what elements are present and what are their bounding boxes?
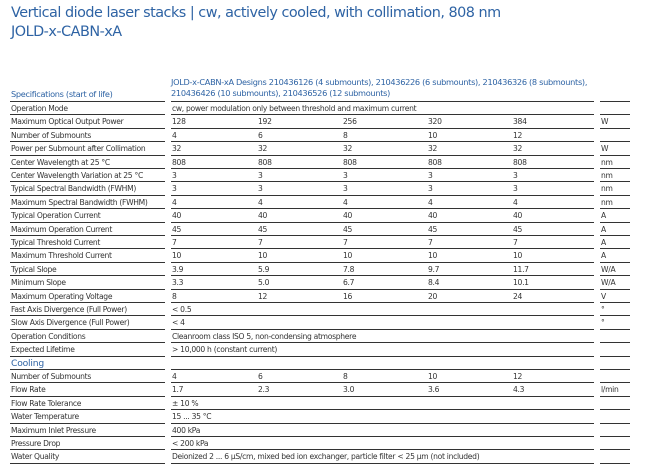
row-value: 320 [428, 117, 442, 127]
row-value: > 10,000 h (constant current) [172, 345, 278, 355]
designs-header-line-1: JOLD-x-CABN-xA Designs 210436126 (4 submounts), 210436226 (6 submounts), 210436326 (8 submounts), [171, 77, 588, 87]
row-label: Center Wavelength at 25 °C [11, 157, 110, 167]
row-unit: W/A [601, 278, 616, 288]
row-value: 45 [343, 224, 353, 234]
row-value: 5.9 [258, 264, 270, 274]
row-unit: V [601, 291, 606, 301]
row-value: 4 [172, 130, 177, 140]
row-value: 40 [258, 211, 268, 221]
row-value: 7 [172, 238, 177, 247]
row-value: 6 [258, 372, 263, 381]
table-row [0, 223, 646, 236]
section-heading: Cooling [11, 357, 45, 369]
row-value: 808 [513, 157, 527, 167]
row-value: 32 [172, 144, 182, 154]
row-label: Operation Conditions [11, 331, 86, 341]
row-unit: nm [601, 157, 613, 167]
row-label: Operation Mode [11, 104, 68, 113]
row-label: Minimum Slope [11, 278, 66, 288]
row-value: 2.3 [258, 385, 270, 395]
row-value: 20 [428, 291, 438, 301]
row-value: 1.7 [172, 385, 184, 395]
row-value: 9.7 [428, 264, 440, 274]
row-unit: ° [601, 318, 605, 328]
row-value: 808 [258, 157, 272, 167]
row-label: Flow Rate [11, 385, 46, 395]
table-row [0, 263, 646, 276]
row-value: 16 [343, 291, 353, 301]
row-value: 4 [172, 197, 177, 207]
table-row [0, 249, 646, 262]
row-value: 3.9 [172, 264, 184, 274]
row-value: 400 kPa [172, 425, 201, 435]
row-value: 3 [172, 171, 177, 180]
row-value: 808 [343, 157, 357, 167]
row-label: Slow Axis Divergence (Full Power) [11, 318, 130, 328]
row-value: 3 [513, 184, 518, 194]
row-value: 45 [513, 224, 523, 234]
row-value: 32 [258, 144, 268, 154]
row-value: 808 [428, 157, 442, 167]
row-value: 40 [513, 211, 523, 221]
row-value: 256 [343, 117, 357, 127]
row-value: 808 [172, 157, 186, 167]
row-value: 8 [172, 291, 177, 301]
row-unit: l/min [601, 385, 619, 395]
row-value: 6.7 [343, 278, 355, 288]
table-row [0, 115, 646, 128]
row-unit: W/A [601, 264, 616, 274]
row-value: 45 [428, 224, 438, 234]
row-value: 10 [258, 251, 268, 261]
row-unit: A [601, 211, 606, 221]
table-row [0, 276, 646, 289]
row-label: Maximum Operation Current [11, 224, 113, 234]
specifications-header: Specifications (start of life) [11, 89, 113, 99]
row-label: Power per Submount after Collimation [11, 144, 146, 154]
row-unit: W [601, 144, 609, 154]
row-label: Fast Axis Divergence (Full Power) [11, 305, 127, 314]
row-value: 10 [172, 251, 182, 261]
row-value: 10 [343, 251, 353, 261]
row-value: 32 [343, 144, 353, 154]
row-value: 3 [172, 184, 177, 194]
row-label: Maximum Optical Output Power [11, 117, 124, 127]
row-unit: nm [601, 197, 613, 207]
row-value: 10 [513, 251, 523, 261]
row-label: Typical Slope [11, 264, 57, 274]
table-row [0, 343, 646, 356]
divider [600, 463, 630, 464]
row-value: 7 [343, 238, 348, 247]
row-value: Cleanroom class ISO 5, non-condensing atmosphere [172, 331, 357, 341]
row-value: < 0.5 [172, 305, 192, 314]
row-value: 4 [258, 197, 263, 207]
row-value: 4 [428, 197, 433, 207]
row-value: 7 [258, 238, 263, 247]
table-row [0, 410, 646, 423]
row-label: Number of Submounts [11, 372, 92, 381]
row-value: 3 [343, 184, 348, 194]
row-value: 15 ... 35 °C [172, 412, 212, 422]
row-label: Maximum Threshold Current [11, 251, 112, 261]
row-value: 3 [428, 171, 433, 180]
page-title [11, 4, 641, 42]
row-value: 7 [428, 238, 433, 247]
row-value: 40 [343, 211, 353, 221]
row-value: 10 [428, 372, 438, 381]
row-value: 3 [258, 184, 263, 194]
row-label: Flow Rate Tolerance [11, 398, 82, 408]
row-value: 384 [513, 117, 527, 127]
row-value: < 4 [172, 318, 185, 328]
row-value: 45 [258, 224, 268, 234]
row-label: Water Temperature [11, 412, 79, 422]
row-value: ± 10 % [172, 398, 199, 408]
designs-header [171, 77, 601, 99]
table-row [0, 156, 646, 169]
row-value: < 200 kPa [172, 439, 209, 448]
row-label: Maximum Spectral Bandwidth (FWHM) [11, 197, 148, 207]
row-value: 4.3 [513, 385, 525, 395]
table-row [0, 316, 646, 329]
row-label: Pressure Drop [11, 439, 61, 448]
row-label: Number of Submounts [11, 130, 92, 140]
table-row [0, 129, 646, 142]
table-row [0, 383, 646, 396]
row-value: 8 [343, 372, 348, 381]
row-value: 192 [258, 117, 272, 127]
row-value: 3.6 [428, 385, 440, 395]
row-value: 5.0 [258, 278, 270, 288]
row-value: 128 [172, 117, 186, 127]
row-value: 40 [172, 211, 182, 221]
table-row [0, 196, 646, 209]
row-label: Typical Threshold Current [11, 238, 101, 247]
title-line-2: JOLD-x-CABN-xA [11, 24, 122, 40]
table-row [0, 182, 646, 195]
divider [171, 463, 594, 464]
row-unit: nm [601, 184, 613, 194]
row-value: 3.3 [172, 278, 184, 288]
row-value: 12 [258, 291, 268, 301]
row-label: Water Quality [11, 452, 60, 462]
table-row [0, 330, 646, 343]
row-value: 10 [428, 251, 438, 261]
row-value: 3 [428, 184, 433, 194]
row-unit: A [601, 224, 606, 234]
row-label: Maximum Inlet Pressure [11, 425, 96, 435]
row-value: 7.8 [343, 264, 355, 274]
row-value: 7 [513, 238, 518, 247]
table-row [0, 450, 646, 463]
row-label: Typical Operation Current [11, 211, 101, 221]
row-label: Expected Lifetime [11, 345, 75, 355]
row-value: Deionized 2 ... 6 µS/cm, mixed bed ion exchanger, particle filter < 25 µm (not included) [172, 452, 480, 462]
row-value: 10.1 [513, 278, 529, 288]
row-value: 4 [172, 372, 177, 381]
row-value: 3 [513, 171, 518, 180]
row-value: 4 [513, 197, 518, 207]
row-value: 4 [343, 197, 348, 207]
table-row [0, 424, 646, 437]
row-unit: ° [601, 305, 605, 314]
divider [10, 463, 165, 464]
row-unit: A [601, 238, 606, 247]
table-row [0, 142, 646, 155]
designs-header-line-2: 210436426 (10 submounts), 210436526 (12 submounts) [171, 88, 390, 98]
row-value: 24 [513, 291, 523, 301]
row-value: 12 [513, 130, 523, 140]
table-row [0, 209, 646, 222]
row-value: 6 [258, 130, 263, 140]
row-value: 3 [258, 171, 263, 180]
title-line-1: Vertical diode laser stacks | cw, actively cooled, with collimation, 808 nm [11, 5, 501, 21]
row-value: 3.0 [343, 385, 355, 395]
table-row [0, 290, 646, 303]
row-unit: W [601, 117, 609, 127]
row-value: 32 [513, 144, 523, 154]
row-value: 3 [343, 171, 348, 180]
row-value: 12 [513, 372, 523, 381]
row-label: Maximum Operating Voltage [11, 291, 113, 301]
row-unit: A [601, 251, 606, 261]
row-value: 11.7 [513, 264, 529, 274]
row-label: Typical Spectral Bandwidth (FWHM) [11, 184, 136, 194]
table-row [0, 397, 646, 410]
row-value: cw, power modulation only between threshold and maximum current [172, 104, 417, 113]
row-unit: nm [601, 171, 613, 180]
row-label: Center Wavelength Variation at 25 °C [11, 171, 143, 180]
row-value: 8.4 [428, 278, 440, 288]
row-value: 8 [343, 130, 348, 140]
row-value: 10 [428, 130, 438, 140]
row-value: 45 [172, 224, 182, 234]
row-value: 40 [428, 211, 438, 221]
row-value: 32 [428, 144, 438, 154]
table-row [0, 357, 646, 370]
